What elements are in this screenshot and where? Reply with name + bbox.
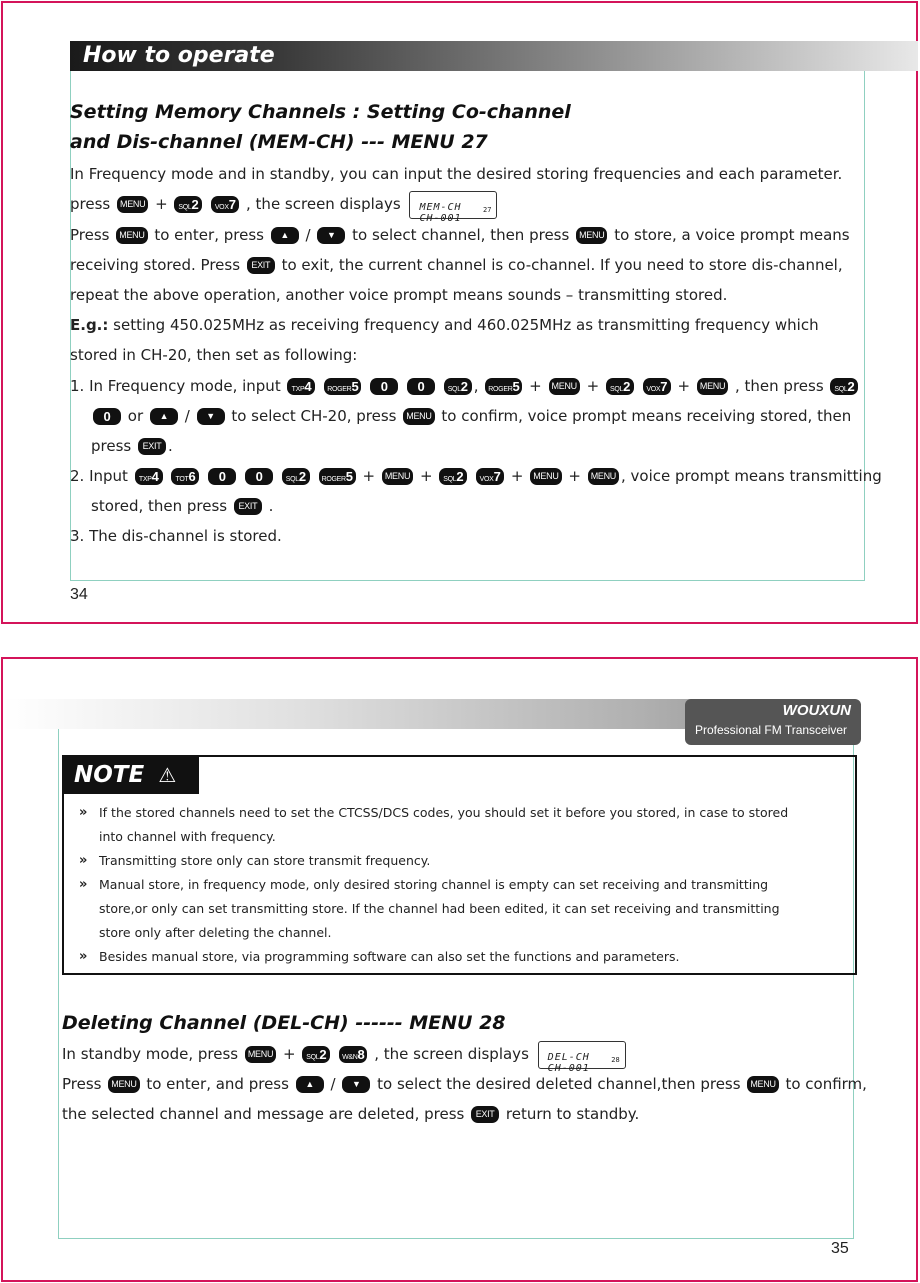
zero-key-icon [208, 468, 236, 485]
example-label: E.g.: [70, 316, 109, 334]
text: + [529, 377, 542, 395]
menu-key-icon: MENU [382, 468, 413, 485]
logo-brand: WOUXUN [782, 702, 851, 719]
key-digit: 7 [228, 197, 236, 212]
step-2-line-2 [91, 491, 273, 521]
text: to confirm, [785, 1075, 867, 1093]
instruction-line [62, 1039, 626, 1074]
text: + [568, 467, 581, 485]
roger-5-key-icon [324, 378, 361, 395]
text: to exit, the current channel is co-channel. If you need to store dis-channel, [281, 256, 843, 274]
key-digit: 4 [304, 379, 312, 394]
page-35 [1, 657, 918, 1282]
menu-key-icon: MENU [588, 468, 619, 485]
step-1-line-2 [91, 401, 851, 431]
key-sub: ROGER [327, 386, 352, 393]
text: setting 450.025MHz as receiving frequency and 460.025MHz as transmitting frequency which [113, 316, 819, 334]
key-digit: 2 [460, 379, 468, 394]
menu-key-icon: MENU [530, 468, 561, 485]
exit-key-icon: EXIT [234, 498, 262, 515]
text: the selected channel and message are deleted, press [62, 1105, 465, 1123]
menu-key-icon: MENU [576, 227, 607, 244]
lcd-line2: CH-001 [419, 212, 462, 224]
note-item: Transmitting store only can store transmit frequency. [99, 853, 431, 868]
lcd-channel: 28 [611, 1055, 620, 1064]
note-title [64, 757, 199, 794]
text: stored, then press [91, 497, 228, 515]
wouxun-logo [685, 699, 861, 745]
text: , the screen displays [374, 1045, 529, 1063]
tot-6-key-icon [171, 468, 199, 485]
zero-key-icon [245, 468, 273, 485]
text: + [155, 195, 168, 213]
text: + [282, 1045, 296, 1063]
wn-8-key-icon [339, 1046, 367, 1063]
key-sub: SQL [834, 386, 848, 393]
page-number: 35 [831, 1240, 849, 1257]
text: return to standby. [505, 1105, 640, 1123]
down-arrow-key-icon: ▼ [342, 1076, 370, 1093]
key-digit: 5 [351, 379, 359, 394]
text: + [510, 467, 524, 485]
lcd-display-icon [409, 191, 497, 224]
sql-2-key-icon [302, 1046, 330, 1063]
sql-2-key-icon [830, 378, 858, 395]
note-item: into channel with frequency. [99, 829, 276, 844]
text: . [268, 497, 274, 515]
text: + [677, 377, 691, 395]
note-item: Besides manual store, via programming software can also set the functions and parameters. [99, 949, 680, 964]
text: . [168, 437, 173, 455]
key-sub: TXP [291, 386, 305, 393]
key-digit: 6 [188, 469, 196, 484]
instruction-line [62, 1099, 639, 1129]
text: , then press [735, 377, 824, 395]
zero-key-icon [407, 378, 435, 395]
key-digit: 7 [660, 379, 668, 394]
note-item: store,or only can set transmitting store. If the channel had been edited, it can set receiving and transmitting [99, 901, 780, 916]
key-digit: 0 [255, 469, 263, 484]
key-digit: 0 [380, 379, 388, 394]
key-digit: 2 [847, 379, 855, 394]
key-digit: 2 [319, 1047, 327, 1062]
up-arrow-key-icon: ▲ [271, 227, 299, 244]
text: receiving stored. Press [70, 256, 241, 274]
menu-key-icon: MENU [108, 1076, 139, 1093]
text: / [184, 407, 190, 425]
text: to select channel, then press [352, 226, 570, 244]
roger-5-key-icon [319, 468, 356, 485]
text: / [330, 1075, 336, 1093]
text: Press [70, 226, 110, 244]
section-header-title: How to operate [83, 43, 275, 68]
key-sub: SQL [178, 204, 192, 211]
text: 2. Input [70, 467, 128, 485]
key-digit: 5 [512, 379, 520, 394]
text: In standby mode, press [62, 1045, 239, 1063]
txp-4-key-icon [135, 468, 163, 485]
text: press [91, 437, 132, 455]
sql-2-key-icon [174, 196, 202, 213]
example-line-2: stored in CH-20, then set as following: [70, 346, 358, 364]
key-sub: SQL [285, 476, 299, 483]
text: or [127, 407, 144, 425]
lcd-line1: MEM-CH [419, 201, 462, 213]
text: , voice prompt means transmitting [621, 467, 882, 485]
double-chevron-icon: » [79, 877, 88, 892]
key-sub: W&N [342, 1054, 358, 1061]
key-sub: VOX [214, 204, 229, 211]
sql-2-key-icon [439, 468, 467, 485]
logo-tagline: Professional FM Transceiver [695, 723, 848, 737]
text: 1. In Frequency mode, input [70, 377, 281, 395]
double-chevron-icon: » [79, 805, 88, 820]
sql-2-key-icon [606, 378, 634, 395]
txp-4-key-icon [287, 378, 315, 395]
up-arrow-key-icon: ▲ [296, 1076, 324, 1093]
exit-key-icon: EXIT [138, 438, 166, 455]
key-digit: 0 [103, 409, 111, 424]
key-digit: 8 [357, 1047, 365, 1062]
lcd-channel: 27 [483, 205, 492, 214]
note-item: Manual store, in frequency mode, only desired storing channel is empty can set receiving and transmitting [99, 877, 769, 892]
key-sub: TOT [175, 476, 189, 483]
warning-triangle-icon: ⚠ [158, 763, 177, 787]
key-sub: SQL [443, 476, 457, 483]
section-heading: Deleting Channel (DEL-CH) ------ MENU 28 [62, 1012, 506, 1034]
instruction-line [70, 220, 850, 250]
key-digit: 7 [493, 469, 501, 484]
key-digit: 2 [191, 197, 199, 212]
instruction-line [70, 189, 497, 224]
text: , the screen displays [246, 195, 401, 213]
key-sub: SQL [306, 1054, 320, 1061]
instruction-line [62, 1069, 867, 1099]
text: + [419, 467, 433, 485]
key-digit: 2 [623, 379, 630, 394]
menu-key-icon: MENU [403, 408, 434, 425]
key-sub: TXP [138, 476, 152, 483]
page-34 [1, 1, 918, 624]
menu-key-icon: MENU [245, 1046, 276, 1063]
text: to store, a voice prompt means [614, 226, 850, 244]
step-1-line-3 [91, 431, 173, 461]
key-digit: 2 [298, 469, 306, 484]
text: to enter, and press [146, 1075, 289, 1093]
key-sub: VOX [646, 386, 661, 393]
key-digit: 0 [218, 469, 226, 484]
text: , [473, 377, 479, 395]
note-title-text: NOTE [74, 762, 145, 788]
menu-key-icon: MENU [549, 378, 580, 395]
text: Press [62, 1075, 102, 1093]
vox-7-key-icon [643, 378, 671, 395]
key-sub: ROGER [321, 476, 346, 483]
exit-key-icon: EXIT [247, 257, 275, 274]
double-chevron-icon: » [79, 949, 88, 964]
menu-key-icon: MENU [117, 196, 148, 213]
double-chevron-icon: » [79, 853, 88, 868]
note-item: store only after deleting the channel. [99, 925, 332, 940]
text: to select the desired deleted channel,then press [377, 1075, 741, 1093]
vox-7-key-icon [211, 196, 239, 213]
section-heading-line1: Setting Memory Channels : Setting Co-channel [70, 101, 571, 123]
text: / [305, 226, 311, 244]
text: + [362, 467, 376, 485]
vox-7-key-icon [476, 468, 504, 485]
key-digit: 0 [417, 379, 425, 394]
text: + [586, 377, 600, 395]
lcd-display-icon [538, 1041, 626, 1074]
menu-key-icon: MENU [747, 1076, 778, 1093]
up-arrow-key-icon: ▲ [150, 408, 178, 425]
text: press [70, 195, 111, 213]
key-digit: 4 [151, 469, 159, 484]
step-3-line: 3. The dis-channel is stored. [70, 527, 282, 545]
lcd-line1: DEL-CH [547, 1051, 590, 1063]
example-line [70, 310, 819, 340]
key-digit: 5 [345, 469, 353, 484]
paragraph-intro: In Frequency mode and in standby, you can input the desired storing frequencies and each parameter. [70, 165, 843, 183]
sql-2-key-icon [282, 468, 310, 485]
step-2-line [70, 461, 882, 491]
exit-key-icon: EXIT [471, 1106, 499, 1123]
text: to confirm, voice prompt means receiving stored, then [441, 407, 852, 425]
section-heading-line2: and Dis-channel (MEM-CH) --- MENU 27 [70, 131, 488, 153]
roger-5-key-icon [485, 378, 522, 395]
menu-key-icon: MENU [116, 227, 147, 244]
key-digit: 2 [456, 469, 464, 484]
text: to enter, press [154, 226, 264, 244]
page-number: 34 [70, 586, 88, 603]
lcd-line2: CH-001 [547, 1062, 590, 1074]
down-arrow-key-icon: ▼ [197, 408, 225, 425]
paragraph: repeat the above operation, another voice prompt means sounds – transmitting stored. [70, 286, 728, 304]
text: to select CH-20, press [231, 407, 397, 425]
key-sub: ROGER [488, 386, 513, 393]
instruction-line [70, 250, 843, 280]
key-sub: SQL [447, 386, 461, 393]
note-item: If the stored channels need to set the CTCSS/DCS codes, you should set it before you stored, in case to stored [99, 805, 789, 820]
menu-key-icon: MENU [697, 378, 728, 395]
step-1-line [70, 371, 860, 401]
sql-2-key-icon [444, 378, 472, 395]
zero-key-icon [93, 408, 121, 425]
key-sub: VOX [479, 476, 494, 483]
key-sub: SQL [609, 386, 624, 393]
down-arrow-key-icon: ▼ [317, 227, 345, 244]
zero-key-icon [370, 378, 398, 395]
